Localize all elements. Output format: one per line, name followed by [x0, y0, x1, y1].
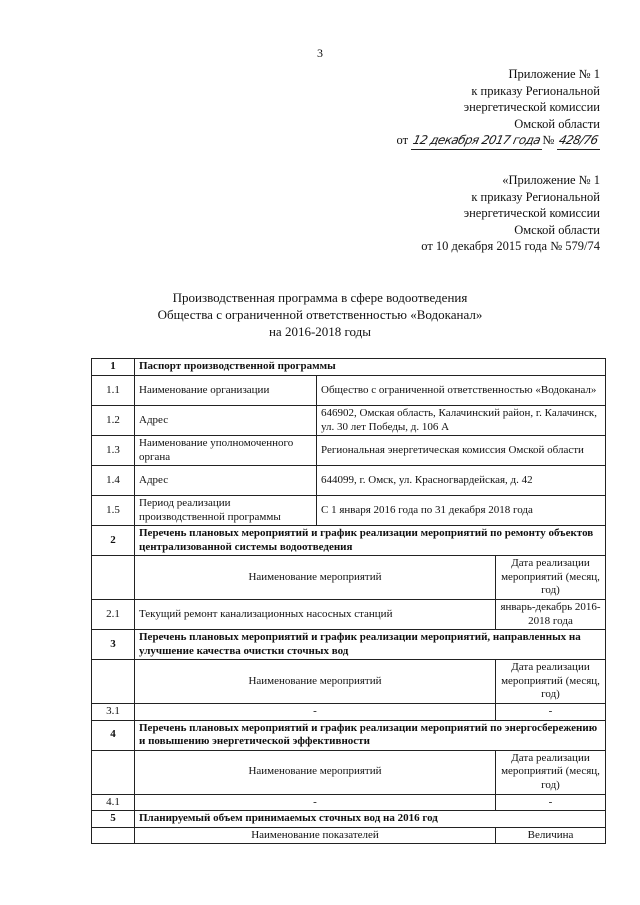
section-number: 5 — [92, 811, 135, 828]
section-row — [92, 630, 606, 660]
table-row — [92, 466, 606, 496]
appendix-line: Приложение № 1 — [508, 67, 600, 81]
column-header-date: Дата реализации мероприятий (месяц, год) — [496, 660, 606, 704]
table-row — [92, 600, 606, 630]
table-header-row — [92, 556, 606, 600]
row-value: С 1 января 2016 года по 31 декабря 2018 года — [317, 496, 606, 526]
activity-name: Текущий ремонт канализационных насосных станций — [135, 600, 496, 630]
row-value: 644099, г. Омск, ул. Красногвардейская, д. 42 — [317, 466, 606, 496]
table-header-row — [92, 660, 606, 704]
row-value: 646902, Омская область, Калачинский район, г. Калачинск, ул. 30 лет Победы, д. 106 А — [317, 406, 606, 436]
activity-date: - — [496, 794, 606, 811]
activity-name: - — [135, 794, 496, 811]
appendix-header-new — [397, 66, 600, 150]
table-row — [92, 496, 606, 526]
number-sign: № — [542, 133, 555, 147]
table-row — [92, 794, 606, 811]
table-header-row — [92, 827, 606, 844]
row-number: 4.1 — [92, 794, 135, 811]
appendix-header-old — [421, 172, 600, 255]
row-number: 1.5 — [92, 496, 135, 526]
row-number: 1.2 — [92, 406, 135, 436]
row-label: Адрес — [135, 466, 317, 496]
appendix-line: энергетической комиссии — [463, 206, 600, 220]
table-header-row — [92, 750, 606, 794]
column-header-name: Наименование мероприятий — [135, 660, 496, 704]
row-label: Наименование уполномоченного органа — [135, 436, 317, 466]
document-title — [0, 289, 640, 340]
activity-date: январь-декабрь 2016-2018 года — [496, 600, 606, 630]
appendix-line: к приказу Региональной — [471, 189, 600, 204]
title-line: на 2016-2018 годы — [268, 324, 372, 339]
handwritten-date: 12 декабря 2017 года — [411, 132, 542, 150]
column-header-date: Дата реализации мероприятий (месяц, год) — [496, 750, 606, 794]
section-title: Планируемый объем принимаемых сточных вод на 2016 год — [135, 811, 606, 828]
row-value: Общество с ограниченной ответственностью «Водоканал» — [317, 376, 606, 406]
section-row — [92, 811, 606, 828]
section-title: Паспорт производственной программы — [135, 359, 606, 376]
row-number: 1.1 — [92, 376, 135, 406]
row-label: Адрес — [135, 406, 317, 436]
row-number: 1.3 — [92, 436, 135, 466]
activity-name: - — [135, 704, 496, 721]
appendix-line: от 10 декабря 2015 года № 579/74 — [421, 239, 600, 253]
table-row — [92, 376, 606, 406]
section-number: 4 — [92, 720, 135, 750]
row-label: Наименование организации — [135, 376, 317, 406]
table-row — [92, 406, 606, 436]
section-number: 1 — [92, 359, 135, 376]
appendix-date-line — [397, 132, 600, 150]
section-row — [92, 526, 606, 556]
title-line: Производственная программа в сфере водоотведения — [172, 290, 468, 305]
handwritten-number: 428/76 — [557, 132, 600, 150]
activity-date: - — [496, 704, 606, 721]
section-title: Перечень плановых мероприятий и график реализации мероприятий, направленных на улучшение качества очистки сточных вод — [135, 630, 606, 660]
column-header-value: Величина — [496, 827, 606, 844]
section-row — [92, 359, 606, 376]
row-number: 1.4 — [92, 466, 135, 496]
section-title: Перечень плановых мероприятий и график реализации мероприятий по энергосбережению и повышению энергетической эффективности — [135, 720, 606, 750]
section-number: 3 — [92, 630, 135, 660]
row-number: 2.1 — [92, 600, 135, 630]
page-number: 3 — [317, 46, 323, 60]
appendix-line: энергетической комиссии — [463, 100, 600, 114]
appendix-line: Омской области — [514, 116, 600, 131]
column-header-date: Дата реализации мероприятий (месяц, год) — [496, 556, 606, 600]
table-row — [92, 436, 606, 466]
column-header-name: Наименование мероприятий — [135, 556, 496, 600]
section-row — [92, 720, 606, 750]
row-label: Период реализации производственной программы — [135, 496, 317, 526]
column-header-name: Наименование мероприятий — [135, 750, 496, 794]
appendix-line: к приказу Региональной — [471, 83, 600, 98]
program-table — [91, 358, 606, 844]
section-title: Перечень плановых мероприятий и график реализации мероприятий по ремонту объектов централизованной системы водоотведения — [135, 526, 606, 556]
title-line: Общества с ограниченной ответственностью «Водоканал» — [157, 307, 483, 322]
column-header-indicator: Наименование показателей — [135, 827, 496, 844]
appendix-line: «Приложение № 1 — [502, 173, 600, 187]
section-number: 2 — [92, 526, 135, 556]
table-row — [92, 704, 606, 721]
row-number: 3.1 — [92, 704, 135, 721]
date-prefix: от — [396, 133, 409, 147]
appendix-line: Омской области — [514, 222, 600, 237]
row-value: Региональная энергетическая комиссия Омской области — [317, 436, 606, 466]
